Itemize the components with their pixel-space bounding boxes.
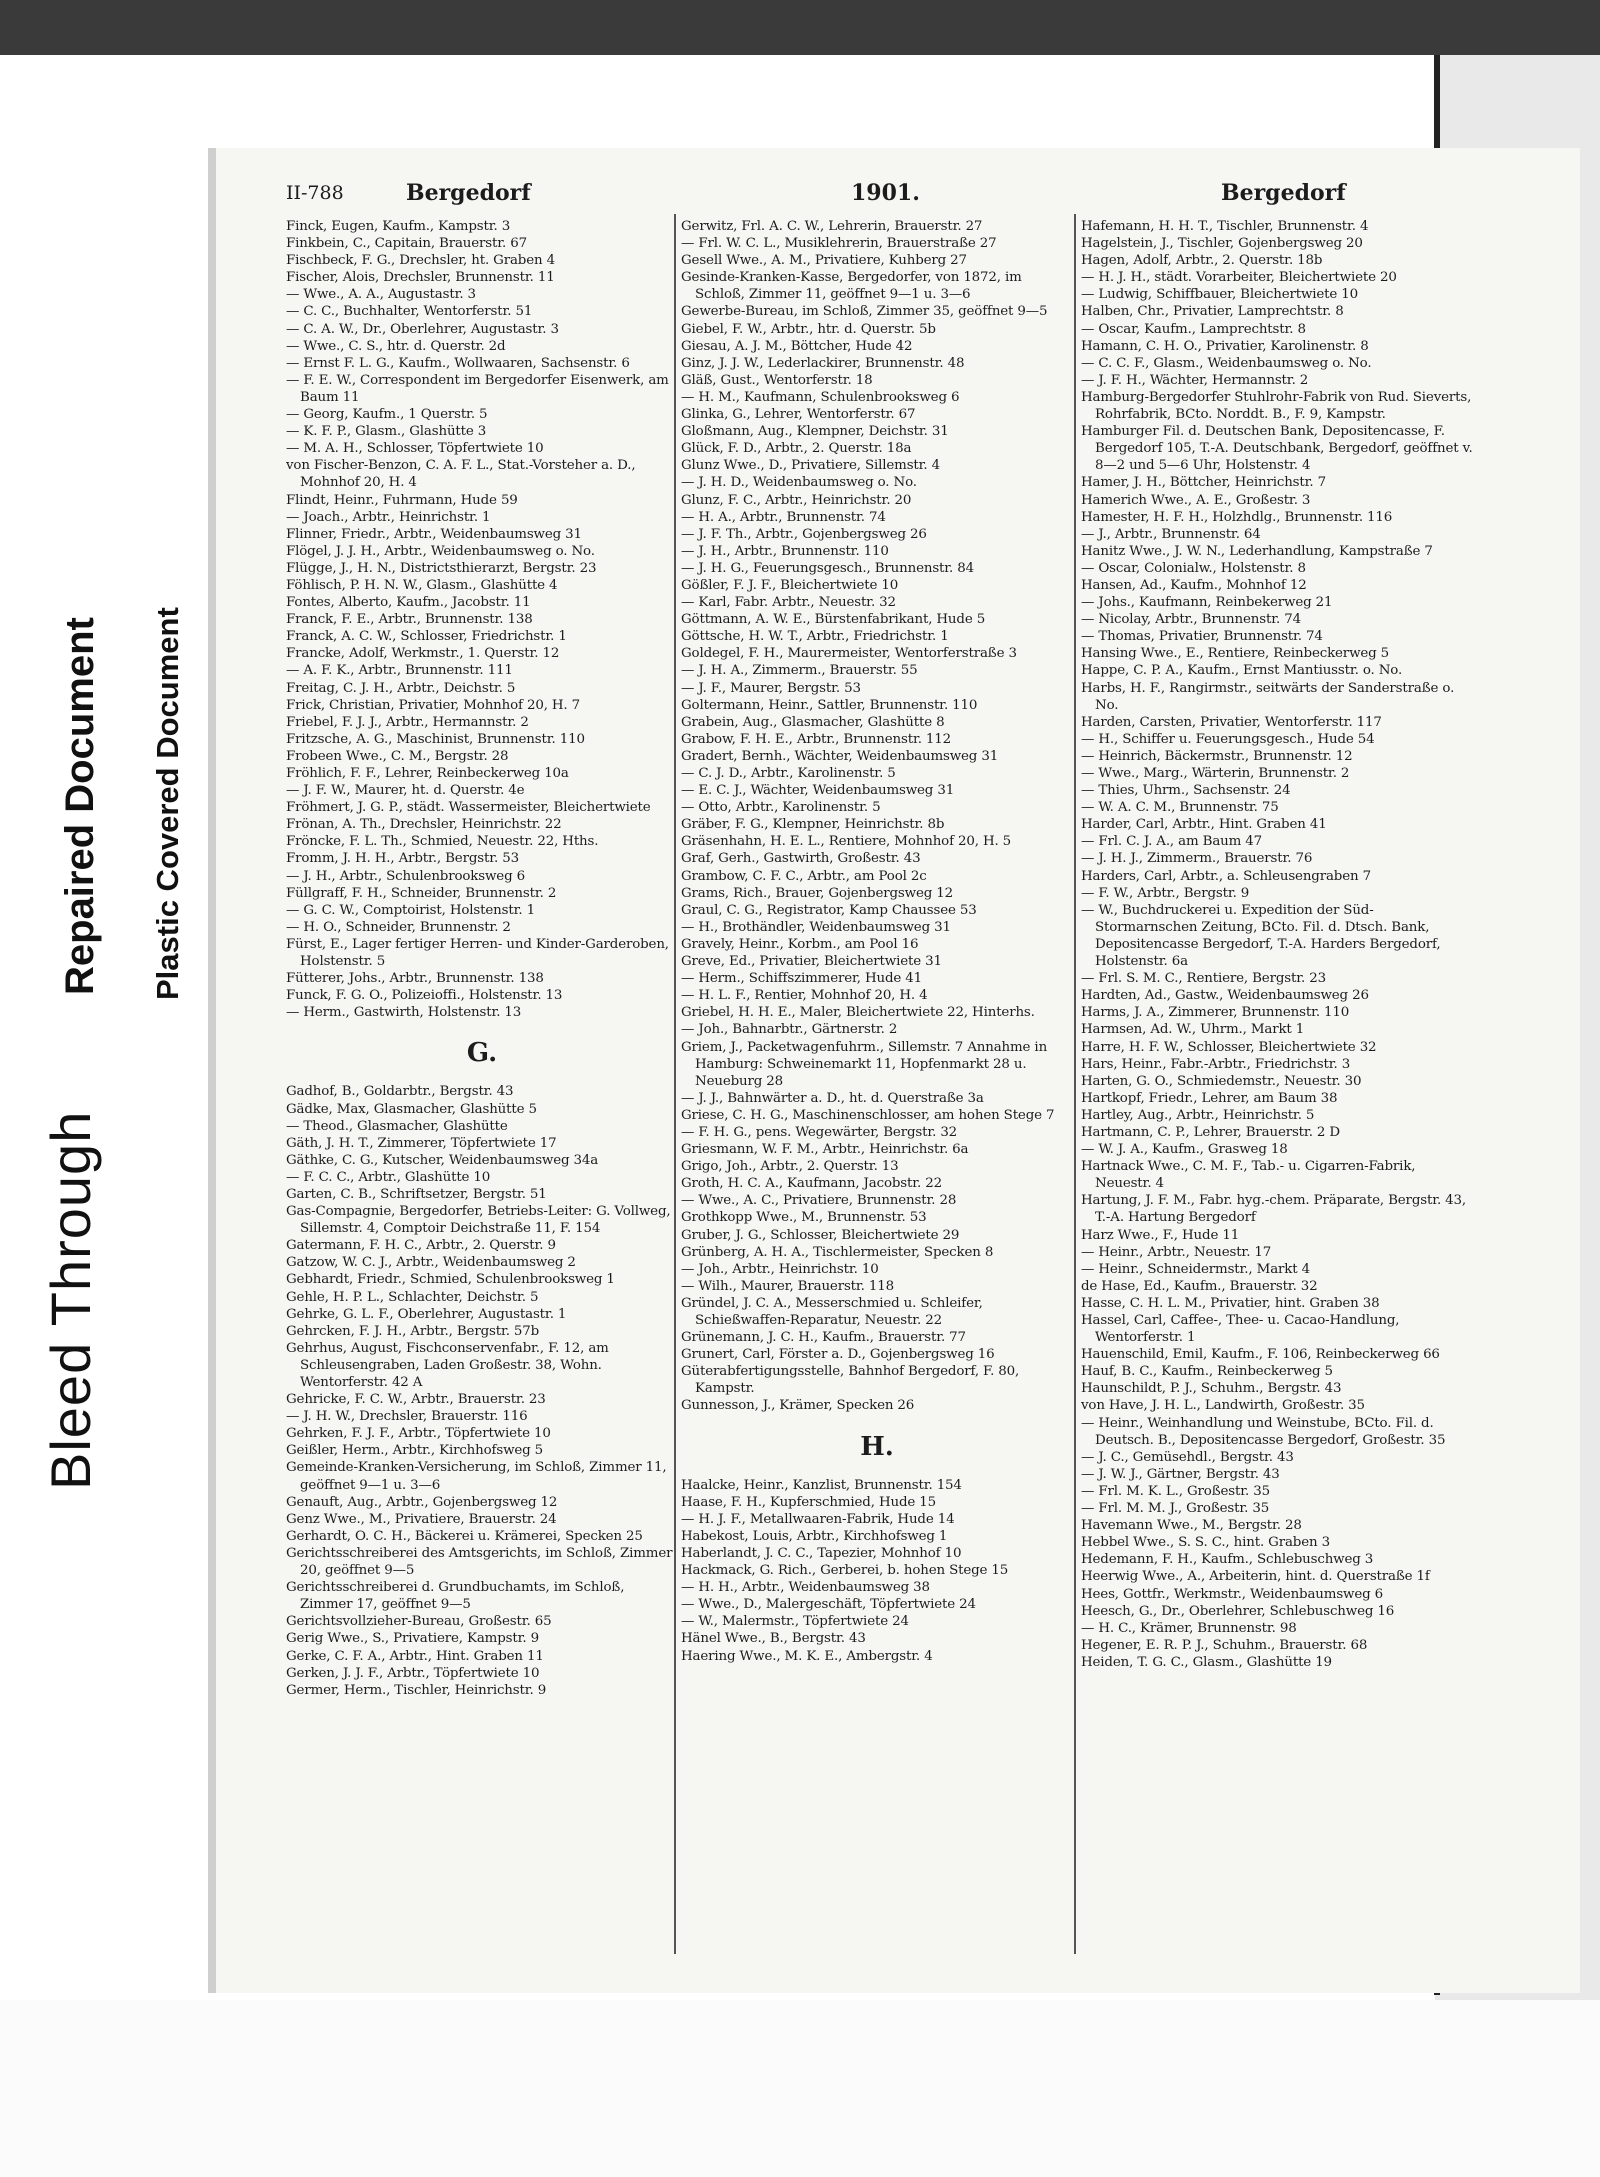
plastic-covered-label: Plastic Covered Document <box>150 607 185 1000</box>
directory-entry: Hagelstein, J., Tischler, Gojenbergsweg 20 <box>1081 236 1363 252</box>
directory-entry: Gewerbe-Bureau, im Schloß, Zimmer 35, geöffnet 9—5 <box>681 304 1048 320</box>
running-head-left: Bergedorf <box>406 180 531 206</box>
directory-entry: — F. E. W., Correspondent im Bergedorfer Eisenwerk, am Baum 11 <box>286 372 669 405</box>
directory-entry: Fütterer, Johs., Arbtr., Brunnenstr. 138 <box>286 971 544 987</box>
directory-entry: — E. C. J., Wächter, Weidenbaumsweg 31 <box>681 783 955 799</box>
directory-entry: Frobeen Wwe., C. M., Bergstr. 28 <box>286 748 509 764</box>
directory-entry: — Oscar, Colonialw., Holstenstr. 8 <box>1081 560 1306 576</box>
directory-entry: Franck, A. C. W., Schlosser, Friedrichstr. 1 <box>286 629 567 645</box>
directory-entry: Hartnack Wwe., C. M. F., Tab.- u. Cigarren-Fabrik, Neuestr. 4 <box>1081 1159 1416 1192</box>
directory-entry: Hamburg-Bergedorfer Stuhlrohr-Fabrik von Rud. Sieverts, Rohrfabrik, BCto. Norddt. B., F. 9, Kampstr. <box>1081 389 1472 423</box>
directory-entry: Gatermann, F. H. C., Arbtr., 2. Querstr. 9 <box>286 1238 556 1254</box>
directory-entry: Gerke, C. F. A., Arbtr., Hint. Graben 11 <box>286 1648 544 1664</box>
directory-entry: Gesell Wwe., A. M., Privatiere, Kuhberg 27 <box>681 253 967 269</box>
directory-entry: — W. J. A., Kaufm., Grasweg 18 <box>1081 1142 1288 1158</box>
directory-entry: Gemeinde-Kranken-Versicherung, im Schloß, Zimmer 11, geöffnet 9—1 u. 3—6 <box>286 1460 667 1493</box>
directory-entry: Finck, Eugen, Kaufm., Kampstr. 3 <box>286 219 511 234</box>
directory-entry: Frick, Christian, Privatier, Mohnhof 20, H. 7 <box>286 697 581 713</box>
directory-entry: — H. O., Schneider, Brunnenstr. 2 <box>286 919 511 935</box>
directory-entry: — Wwe., A. A., Augustastr. 3 <box>286 287 476 303</box>
directory-entry: Gäthke, C. G., Kutscher, Weidenbaumsweg 34a <box>286 1152 599 1168</box>
directory-entry: Gößler, F. J. F., Bleichertwiete 10 <box>681 577 899 593</box>
directory-entry: — H. A., Arbtr., Brunnenstr. 74 <box>681 509 886 525</box>
directory-entry: — J. H. D., Weidenbaumsweg o. No. <box>681 475 917 491</box>
section-letter-heading: H. <box>860 1431 894 1462</box>
column-divider <box>1074 214 1076 1954</box>
directory-entry: Hees, Gottfr., Werkmstr., Weidenbaumsweg 6 <box>1081 1586 1384 1602</box>
directory-entry: Happe, C. P. A., Kaufm., Ernst Mantiusstr. o. No. <box>1081 663 1403 679</box>
section-letter-heading: G. <box>466 1038 498 1069</box>
directory-entry: — H. C., Krämer, Brunnenstr. 98 <box>1081 1620 1297 1636</box>
directory-entry: Hartkopf, Friedr., Lehrer, am Baum 38 <box>1081 1090 1338 1106</box>
directory-entry: Fröhmert, J. G. P., städt. Wassermeister, Bleichertwiete <box>286 800 651 816</box>
directory-entry: Gerhardt, O. C. H., Bäckerei u. Krämerei, Specken 25 <box>286 1528 643 1544</box>
directory-entry: — J. F. H., Wächter, Hermannstr. 2 <box>1081 372 1309 388</box>
directory-entry: — Wwe., D., Malergeschäft, Töpfertwiete 24 <box>681 1597 976 1613</box>
directory-entry: — H. M., Kaufmann, Schulenbrooksweg 6 <box>681 389 960 405</box>
directory-entry: Funck, F. G. O., Polizeioffi., Holstenstr. 13 <box>286 988 563 1004</box>
directory-entry: Gesinde-Kranken-Kasse, Bergedorfer, von 1872, im Schloß, Zimmer 11, geöffnet 9—1 u. 3—6 <box>681 270 1022 303</box>
directory-entry: Grabow, F. H. E., Arbtr., Brunnenstr. 112 <box>681 731 952 747</box>
directory-entry: Hamester, H. F. H., Holzhdlg., Brunnenstr. 116 <box>1081 509 1393 525</box>
directory-entry: Hagen, Adolf, Arbtr., 2. Querstr. 18b <box>1081 253 1323 269</box>
directory-entry: Fontes, Alberto, Kaufm., Jacobstr. 11 <box>286 595 531 611</box>
directory-entry: Gehrken, F. J. F., Arbtr., Töpfertwiete 10 <box>286 1426 551 1442</box>
directory-entry: Graul, C. G., Registrator, Kamp Chaussee 53 <box>681 902 977 918</box>
page-number: II-788 <box>286 182 344 204</box>
directory-entry: Grabein, Aug., Glasmacher, Glashütte 8 <box>681 714 945 730</box>
directory-entry: Gadhof, B., Goldarbtr., Bergstr. 43 <box>286 1084 514 1100</box>
directory-entry: Graf, Gerh., Gastwirth, Großestr. 43 <box>681 851 921 867</box>
directory-entry: Gehrhus, August, Fischconservenfabr., F. 12, am Schleusengraben, Laden Großestr. 38, Wohn. Wentorferstr. 42 A <box>286 1340 609 1390</box>
directory-entry: von Have, J. H. L., Landwirth, Großestr. 35 <box>1081 1398 1365 1414</box>
directory-entry: — Joh., Arbtr., Heinrichstr. 10 <box>681 1261 879 1277</box>
directory-entry: — Karl, Fabr. Arbtr., Neuestr. 32 <box>681 595 896 611</box>
directory-entry: Gerichtsschreiberei des Amtsgerichts, im Schloß, Zimmer 20, geöffnet 9—5 <box>286 1545 673 1579</box>
directory-entry: Gerken, J. J. F., Arbtr., Töpfertwiete 10 <box>286 1665 540 1681</box>
directory-entry: Göttsche, H. W. T., Arbtr., Friedrichstr. 1 <box>681 629 949 645</box>
directory-entry: Hamer, J. H., Böttcher, Heinrichstr. 7 <box>1081 475 1326 491</box>
directory-entry: Geißler, Herm., Arbtr., Kirchhofsweg 5 <box>286 1443 544 1459</box>
directory-entry: Hars, Heinr., Fabr.-Arbtr., Friedrichstr. 3 <box>1081 1056 1351 1072</box>
directory-entry: — F. C. C., Arbtr., Glashütte 10 <box>286 1169 491 1185</box>
directory-entry: Flögel, J. J. H., Arbtr., Weidenbaumsweg o. No. <box>286 543 595 559</box>
directory-entry: — F. H. G., pens. Wegewärter, Bergstr. 32 <box>681 1124 958 1140</box>
directory-entry: Friebel, F. J. J., Arbtr., Hermannstr. 2 <box>286 714 529 730</box>
directory-entry: — C. C., Buchhalter, Wentorferstr. 51 <box>286 304 533 320</box>
directory-page <box>208 148 1580 1993</box>
directory-entry: Flinner, Friedr., Arbtr., Weidenbaumsweg 31 <box>286 526 582 542</box>
directory-entry: Harmsen, Ad. W., Uhrm., Markt 1 <box>1081 1022 1305 1038</box>
directory-entry: — J. H. A., Zimmerm., Brauerstr. 55 <box>681 663 918 679</box>
directory-entry: — H. H., Arbtr., Weidenbaumsweg 38 <box>681 1580 930 1596</box>
directory-entry: Gädke, Max, Glasmacher, Glashütte 5 <box>286 1101 537 1117</box>
directory-entry: — H. J. H., städt. Vorarbeiter, Bleichertwiete 20 <box>1081 270 1397 286</box>
directory-entry: — J. F. W., Maurer, ht. d. Querstr. 4e <box>286 783 525 799</box>
directory-entry: Gas-Compagnie, Bergedorfer, Betriebs-Leiter: G. Vollweg, Sillemstr. 4, Comptoir Deichstraße 11, F. 154 <box>286 1204 671 1237</box>
directory-entry: — Ernst F. L. G., Kaufm., Wollwaaren, Sachsenstr. 6 <box>286 355 630 371</box>
directory-entry: Grigo, Joh., Arbtr., 2. Querstr. 13 <box>681 1159 899 1175</box>
directory-entry: Harden, Carsten, Privatier, Wentorferstr. 117 <box>1081 714 1382 730</box>
directory-entry: — Ludwig, Schiffbauer, Bleichertwiete 10 <box>1081 287 1359 303</box>
directory-entry: Gehle, H. P. L., Schlachter, Deichstr. 5 <box>286 1289 539 1305</box>
directory-entry: — H. J. F., Metallwaaren-Fabrik, Hude 14 <box>681 1511 955 1527</box>
directory-entry: Ginz, J. J. W., Lederlackirer, Brunnenstr. 48 <box>681 355 965 371</box>
directory-entry: Greve, Ed., Privatier, Bleichertwiete 31 <box>681 954 942 970</box>
directory-entry: Heerwig Wwe., A., Arbeiterin, hint. d. Querstraße 1f <box>1081 1569 1430 1585</box>
directory-entry: — K. F. P., Glasm., Glashütte 3 <box>286 424 487 440</box>
directory-entry: — J. H., Arbtr., Schulenbrooksweg 6 <box>286 868 525 884</box>
directory-entry: Freitag, C. J. H., Arbtr., Deichstr. 5 <box>286 680 516 696</box>
page-content <box>286 178 1473 1958</box>
directory-entry: — Frl. M. M. J., Großestr. 35 <box>1081 1501 1270 1517</box>
directory-entry: Gehrcken, F. J. H., Arbtr., Bergstr. 57b <box>286 1323 540 1339</box>
directory-entry: — Frl. W. C. L., Musiklehrerin, Brauerstraße 27 <box>681 236 997 252</box>
directory-entry: Genz Wwe., M., Privatiere, Brauerstr. 24 <box>286 1511 557 1527</box>
directory-entry: Habekost, Louis, Arbtr., Kirchhofsweg 1 <box>681 1528 948 1544</box>
directory-entry: Fröhlich, F. F., Lehrer, Reinbeckerweg 10a <box>286 766 569 781</box>
directory-entry: Heesch, G., Dr., Oberlehrer, Schlebuschweg 16 <box>1081 1603 1395 1619</box>
directory-column-1 <box>286 218 678 1938</box>
directory-entry: — H., Schiffer u. Feuerungsgesch., Hude 54 <box>1081 731 1375 747</box>
directory-entry: Griesmann, W. F. M., Arbtr., Heinrichstr. 6a <box>681 1142 969 1158</box>
directory-entry: Hansen, Ad., Kaufm., Mohnhof 12 <box>1081 577 1307 593</box>
directory-entry: Hanitz Wwe., J. W. N., Lederhandlung, Kampstraße 7 <box>1081 543 1433 559</box>
directory-entry: — Heinr., Arbtr., Neuestr. 17 <box>1081 1244 1272 1260</box>
directory-entry: — Thies, Uhrm., Sachsenstr. 24 <box>1081 783 1291 799</box>
directory-entry: Garten, C. B., Schriftsetzer, Bergstr. 51 <box>286 1186 547 1202</box>
directory-entry: Grünberg, A. H. A., Tischlermeister, Specken 8 <box>681 1244 994 1260</box>
directory-entry: — Johs., Kaufmann, Reinbekerweg 21 <box>1081 595 1333 611</box>
directory-entry: Hauf, B. C., Kaufm., Reinbeckerweg 5 <box>1081 1364 1333 1380</box>
directory-entry: Hänel Wwe., B., Bergstr. 43 <box>681 1631 866 1647</box>
directory-entry: Gäth, J. H. T., Zimmerer, Töpfertwiete 17 <box>286 1135 557 1151</box>
directory-entry: — Wwe., C. S., htr. d. Querstr. 2d <box>286 338 506 354</box>
running-head-right: Bergedorf <box>1221 180 1346 206</box>
directory-entry: Gräsenhahn, H. E. L., Rentiere, Mohnhof 20, H. 5 <box>681 834 1012 850</box>
directory-entry: de Hase, Ed., Kaufm., Brauerstr. 32 <box>1081 1278 1318 1294</box>
directory-entry: — Herm., Schiffszimmerer, Hude 41 <box>681 971 923 987</box>
directory-entry: Gehricke, F. C. W., Arbtr., Brauerstr. 23 <box>286 1392 546 1408</box>
directory-entry: Gradert, Bernh., Wächter, Weidenbaumsweg 31 <box>681 748 999 764</box>
directory-entry: — Wwe., Marg., Wärterin, Brunnenstr. 2 <box>1081 766 1350 781</box>
directory-entry: — Oscar, Kaufm., Lamprechtstr. 8 <box>1081 321 1306 337</box>
directory-entry: — Herm., Gastwirth, Holstenstr. 13 <box>286 1005 522 1021</box>
page-header <box>286 178 1466 208</box>
directory-entry: — Nicolay, Arbtr., Brunnenstr. 74 <box>1081 612 1301 628</box>
directory-entry: Gerwitz, Frl. A. C. W., Lehrerin, Brauerstr. 27 <box>681 219 983 234</box>
directory-entry: Francke, Adolf, Werkmstr., 1. Querstr. 12 <box>286 646 560 662</box>
directory-entry: Hedemann, F. H., Kaufm., Schlebuschweg 3 <box>1081 1552 1374 1568</box>
directory-entry: Grothkopp Wwe., M., Brunnenstr. 53 <box>681 1210 927 1226</box>
directory-entry: Griem, J., Packetwagenfuhrm., Sillemstr. 7 Annahme in Hamburg: Schweinemarkt 11, Hopfenmarkt 28 u. Neueburg 28 <box>681 1039 1048 1089</box>
directory-entry: — Heinr., Schneidermstr., Markt 4 <box>1081 1261 1310 1277</box>
directory-entry: Glück, F. D., Arbtr., 2. Querstr. 18a <box>681 441 912 457</box>
directory-entry: Gruber, J. G., Schlosser, Bleichertwiete 29 <box>681 1227 960 1243</box>
bleed-through-label: Bleed Through <box>39 1110 102 1490</box>
repaired-document-label: Repaired Document <box>58 617 102 995</box>
directory-entry: Hansing Wwe., E., Rentiere, Reinbeckerweg 5 <box>1081 646 1390 662</box>
directory-entry: Gerichtsschreiberei d. Grundbuchamts, im Schloß, Zimmer 17, geöffnet 9—5 <box>286 1580 625 1613</box>
directory-entry: — C. C. F., Glasm., Weidenbaumsweg o. No. <box>1081 355 1372 371</box>
directory-entry: Hebbel Wwe., S. S. C., hint. Graben 3 <box>1081 1535 1330 1551</box>
directory-entry: — G. C. W., Comptoirist, Holstenstr. 1 <box>286 902 535 918</box>
directory-entry: — Frl. S. M. C., Rentiere, Bergstr. 23 <box>1081 971 1326 987</box>
directory-entry: Halben, Chr., Privatier, Lamprechtstr. 8 <box>1081 304 1344 320</box>
directory-entry: — Frl. M. K. L., Großestr. 35 <box>1081 1483 1270 1499</box>
directory-entry: — A. F. K., Arbtr., Brunnenstr. 111 <box>286 663 513 679</box>
directory-entry: — F. W., Arbtr., Bergstr. 9 <box>1081 885 1250 901</box>
directory-entry: Germer, Herm., Tischler, Heinrichstr. 9 <box>286 1682 547 1698</box>
directory-entry: — J. W. J., Gärtner, Bergstr. 43 <box>1081 1466 1280 1482</box>
directory-entry: — Wilh., Maurer, Brauerstr. 118 <box>681 1278 894 1294</box>
directory-entry: Gerig Wwe., S., Privatiere, Kampstr. 9 <box>286 1631 539 1647</box>
directory-entry: — H., Brothändler, Weidenbaumsweg 31 <box>681 919 951 935</box>
directory-entry: — H. L. F., Rentier, Mohnhof 20, H. 4 <box>681 988 928 1004</box>
directory-entry: Griebel, H. H. E., Maler, Bleichertwiete 22, Hinterhs. <box>681 1005 1035 1021</box>
directory-column-2 <box>681 218 1073 1938</box>
directory-entry: Havemann Wwe., M., Bergstr. 28 <box>1081 1518 1302 1534</box>
directory-entry: Göttmann, A. W. E., Bürstenfabrikant, Hude 5 <box>681 612 986 628</box>
directory-entry: Hauenschild, Emil, Kaufm., F. 106, Reinbeckerweg 66 <box>1081 1347 1440 1363</box>
directory-entry: — J. H. J., Zimmerm., Brauerstr. 76 <box>1081 851 1313 867</box>
directory-entry: Harten, G. O., Schmiedemstr., Neuestr. 30 <box>1081 1073 1362 1089</box>
directory-entry: Goldegel, F. H., Maurermeister, Wentorferstraße 3 <box>681 646 1017 662</box>
directory-entry: Hamburger Fil. d. Deutschen Bank, Depositencasse, F. Bergedorf 105, T.-A. Deutschbank, Bergedorf, geöffnet v. 8—2 und 5—6 Uhr, Holstenstr. 4 <box>1081 424 1473 474</box>
directory-entry: — J. F., Maurer, Bergstr. 53 <box>681 680 861 696</box>
directory-entry: Haase, F. H., Kupferschmied, Hude 15 <box>681 1494 936 1510</box>
directory-entry: Hegener, E. R. P. J., Schuhm., Brauerstr. 68 <box>1081 1637 1368 1653</box>
directory-entry: Gloßmann, Aug., Klempner, Deichstr. 31 <box>681 424 949 440</box>
directory-entry: Haering Wwe., M. K. E., Ambergstr. 4 <box>681 1648 933 1664</box>
directory-entry: Griese, C. H. G., Maschinenschlosser, am hohen Stege 7 <box>681 1107 1055 1123</box>
directory-entry: Gatzow, W. C. J., Arbtr., Weidenbaumsweg 2 <box>286 1255 576 1271</box>
directory-entry: Franck, F. E., Arbtr., Brunnenstr. 138 <box>286 612 533 628</box>
directory-entry: Grunert, Carl, Förster a. D., Gojenbergsweg 16 <box>681 1347 995 1363</box>
directory-entry: Hasse, C. H. L. M., Privatier, hint. Graben 38 <box>1081 1295 1380 1311</box>
directory-entry: Giebel, F. W., Arbtr., htr. d. Querstr. 5b <box>681 321 936 337</box>
directory-entry: Fröncke, F. L. Th., Schmied, Neuestr. 22, Hths. <box>286 834 599 850</box>
directory-entry: Güterabfertigungsstelle, Bahnhof Bergedorf, F. 80, Kampstr. <box>681 1364 1020 1397</box>
directory-entry: Finkbein, C., Capitain, Brauerstr. 67 <box>286 236 527 252</box>
directory-entry: — Wwe., A. C., Privatiere, Brunnenstr. 28 <box>681 1193 957 1209</box>
directory-entry: Flindt, Heinr., Fuhrmann, Hude 59 <box>286 492 518 508</box>
directory-entry: — J. H. G., Feuerungsgesch., Brunnenstr. 84 <box>681 560 974 576</box>
directory-entry: Genauft, Aug., Arbtr., Gojenbergsweg 12 <box>286 1494 558 1510</box>
directory-entry: Glunz, F. C., Arbtr., Heinrichstr. 20 <box>681 492 912 508</box>
directory-entry: Füllgraff, F. H., Schneider, Brunnenstr. 2 <box>286 885 557 901</box>
directory-entry: — J. F. Th., Arbtr., Gojenbergsweg 26 <box>681 526 927 542</box>
directory-entry: — J. H., Arbtr., Brunnenstr. 110 <box>681 543 889 559</box>
directory-entry: Harder, Carl, Arbtr., Hint. Graben 41 <box>1081 817 1327 833</box>
directory-entry: Harms, J. A., Zimmerer, Brunnenstr. 110 <box>1081 1005 1350 1021</box>
directory-entry: Flügge, J., H. N., Districtsthierarzt, Bergstr. 23 <box>286 560 597 576</box>
directory-entry: Haberlandt, J. C. C., Tapezier, Mohnhof 10 <box>681 1545 962 1561</box>
directory-entry: Harz Wwe., F., Hude 11 <box>1081 1227 1240 1243</box>
directory-entry: — Heinrich, Bäckermstr., Brunnenstr. 12 <box>1081 748 1353 764</box>
directory-entry: — C. J. D., Arbtr., Karolinenstr. 5 <box>681 766 896 781</box>
directory-entry: — J. C., Gemüsehdl., Bergstr. 43 <box>1081 1449 1294 1465</box>
directory-entry: — J. J., Bahnwärter a. D., ht. d. Querstraße 3a <box>681 1090 984 1106</box>
directory-entry: von Fischer-Benzon, C. A. F. L., Stat.-Vorsteher a. D., Mohnhof 20, H. 4 <box>286 458 636 491</box>
directory-entry: Gründel, J. C. A., Messerschmied u. Schleifer, Schießwaffen-Reparatur, Neuestr. 22 <box>681 1295 983 1328</box>
directory-entry: Harre, H. F. W., Schlosser, Bleichertwiete 32 <box>1081 1039 1377 1055</box>
directory-entry: Harders, Carl, Arbtr., a. Schleusengraben 7 <box>1081 868 1371 884</box>
directory-entry: Fritzsche, A. G., Maschinist, Brunnenstr. 110 <box>286 731 585 747</box>
directory-entry: Heiden, T. G. C., Glasm., Glashütte 19 <box>1081 1654 1332 1670</box>
directory-entry: — Joach., Arbtr., Heinrichstr. 1 <box>286 509 491 525</box>
directory-entry: Gehrke, G. L. F., Oberlehrer, Augustastr. 1 <box>286 1306 567 1322</box>
directory-entry: Hafemann, H. H. T., Tischler, Brunnenstr. 4 <box>1081 219 1369 234</box>
directory-entry: Gräber, F. G., Klempner, Heinrichstr. 8b <box>681 817 945 833</box>
directory-entry: Frönan, A. Th., Drechsler, Heinrichstr. 22 <box>286 817 562 833</box>
directory-entry: Grambow, C. F. C., Arbtr., am Pool 2c <box>681 868 927 884</box>
directory-entry: Hamann, C. H. O., Privatier, Karolinenstr. 8 <box>1081 338 1369 354</box>
scanner-background-bottom <box>0 2000 1600 2177</box>
directory-entry: Fischer, Alois, Drechsler, Brunnenstr. 11 <box>286 270 555 286</box>
directory-entry: Gläß, Gust., Wentorferstr. 18 <box>681 372 873 388</box>
directory-entry: — W., Malermstr., Töpfertwiete 24 <box>681 1614 909 1630</box>
directory-entry: Harbs, H. F., Rangirmstr., seitwärts der Sanderstraße o. No. <box>1081 680 1455 713</box>
directory-entry: Fischbeck, F. G., Drechsler, ht. Graben 4 <box>286 253 555 269</box>
directory-entry: Hartung, J. F. M., Fabr. hyg.-chem. Präparate, Bergstr. 43, T.-A. Hartung Bergedorf <box>1081 1193 1467 1226</box>
directory-entry: Hardten, Ad., Gastw., Weidenbaumsweg 26 <box>1081 988 1369 1004</box>
scanner-background-top <box>0 0 1600 55</box>
page-year: 1901. <box>851 180 920 206</box>
directory-entry: Haalcke, Heinr., Kanzlist, Brunnenstr. 154 <box>681 1477 962 1493</box>
directory-entry: — Thomas, Privatier, Brunnenstr. 74 <box>1081 629 1323 645</box>
directory-entry: Hartley, Aug., Arbtr., Heinrichstr. 5 <box>1081 1107 1315 1123</box>
directory-entry: Hamerich Wwe., A. E., Großestr. 3 <box>1081 492 1311 508</box>
directory-entry: Goltermann, Heinr., Sattler, Brunnenstr. 110 <box>681 697 978 713</box>
directory-entry: Gravely, Heinr., Korbm., am Pool 16 <box>681 936 919 952</box>
directory-entry: Haunschildt, P. J., Schuhm., Bergstr. 43 <box>1081 1381 1342 1397</box>
directory-entry: — W. A. C. M., Brunnenstr. 75 <box>1081 800 1279 816</box>
directory-entry: — C. A. W., Dr., Oberlehrer, Augustastr. 3 <box>286 321 559 337</box>
directory-entry: — M. A. H., Schlosser, Töpfertwiete 10 <box>286 441 544 457</box>
directory-entry: — J. H. W., Drechsler, Brauerstr. 116 <box>286 1409 528 1425</box>
directory-entry: Föhlisch, P. H. N. W., Glasm., Glashütte 4 <box>286 577 558 593</box>
directory-entry: — Otto, Arbtr., Karolinenstr. 5 <box>681 800 881 816</box>
directory-entry: Hackmack, G. Rich., Gerberei, b. hohen Stege 15 <box>681 1563 1009 1579</box>
directory-column-3 <box>1081 218 1473 1938</box>
directory-entry: — Heinr., Weinhandlung und Weinstube, BCto. Fil. d. Deutsch. B., Depositencasse Bergedorf, Großestr. 35 <box>1081 1415 1446 1448</box>
directory-entry: Grams, Rich., Brauer, Gojenbergsweg 12 <box>681 885 953 901</box>
directory-entry: Gunnesson, J., Krämer, Specken 26 <box>681 1398 915 1414</box>
directory-entry: — Georg, Kaufm., 1 Querstr. 5 <box>286 407 488 423</box>
directory-entry: — Theod., Glasmacher, Glashütte <box>286 1118 508 1134</box>
directory-entry: Gerichtsvollzieher-Bureau, Großestr. 65 <box>286 1614 552 1630</box>
directory-entry: — W., Buchdruckerei u. Expedition der Süd-Stormarnschen Zeitung, BCto. Fil. d. Dtsch. Bank, Depositencasse Bergedorf, T.-A. Harders Bergedorf, Holstenstr. 6a <box>1081 902 1441 970</box>
directory-entry: Grünemann, J. C. H., Kaufm., Brauerstr. 77 <box>681 1330 966 1346</box>
directory-entry: — J., Arbtr., Brunnenstr. 64 <box>1081 526 1261 542</box>
directory-entry: Fromm, J. H. H., Arbtr., Bergstr. 53 <box>286 851 519 867</box>
directory-entry: Giesau, A. J. M., Böttcher, Hude 42 <box>681 338 913 354</box>
directory-entry: Groth, H. C. A., Kaufmann, Jacobstr. 22 <box>681 1176 942 1192</box>
directory-entry: Glunz Wwe., D., Privatiere, Sillemstr. 4 <box>681 458 941 474</box>
directory-entry: Gebhardt, Friedr., Schmied, Schulenbrooksweg 1 <box>286 1272 615 1288</box>
directory-entry: — Joh., Bahnarbtr., Gärtnerstr. 2 <box>681 1022 898 1038</box>
directory-entry: — Frl. C. J. A., am Baum 47 <box>1081 834 1263 850</box>
directory-entry: Hassel, Carl, Caffee-, Thee- u. Cacao-Handlung, Wentorferstr. 1 <box>1081 1313 1400 1346</box>
directory-entry: Hartmann, C. P., Lehrer, Brauerstr. 2 D <box>1081 1124 1340 1140</box>
directory-entry: Glinka, G., Lehrer, Wentorferstr. 67 <box>681 407 916 423</box>
directory-entry: Fürst, E., Lager fertiger Herren- und Kinder-Garderoben, Holstenstr. 5 <box>286 936 669 970</box>
